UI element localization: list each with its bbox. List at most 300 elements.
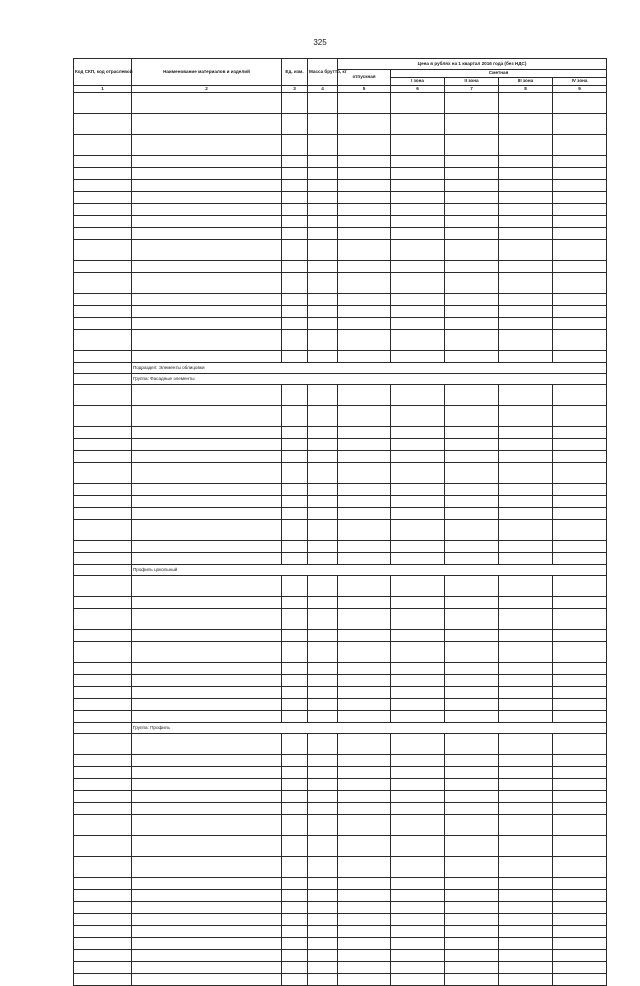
table-cell (132, 878, 282, 890)
table-cell (74, 508, 132, 520)
table-cell (445, 168, 499, 180)
table-cell (74, 427, 132, 439)
table-cell (308, 484, 338, 496)
table-cell (445, 663, 499, 675)
table-cell (499, 914, 553, 926)
table-cell (338, 779, 391, 791)
table-cell (338, 180, 391, 192)
table-row (74, 630, 607, 642)
table-cell (499, 261, 553, 273)
table-cell (74, 228, 132, 240)
table-cell (499, 135, 553, 156)
table-cell (308, 228, 338, 240)
table-cell (308, 699, 338, 711)
table-cell (74, 699, 132, 711)
table-cell (132, 330, 282, 351)
table-row (74, 451, 607, 463)
table-cell (391, 330, 445, 351)
table-cell (499, 890, 553, 902)
table-cell (132, 914, 282, 926)
table-cell (499, 93, 553, 114)
table-cell (391, 815, 445, 836)
table-cell (553, 553, 607, 565)
section-label: Группа: Профиль (132, 723, 607, 734)
table-cell (338, 675, 391, 687)
table-cell (308, 687, 338, 699)
table-cell (499, 192, 553, 204)
table-cell (282, 663, 308, 675)
table-cell (132, 803, 282, 815)
table-cell (132, 427, 282, 439)
table-cell (391, 642, 445, 663)
table-cell (553, 950, 607, 962)
table-cell (338, 541, 391, 553)
table-cell (445, 630, 499, 642)
table-cell (308, 385, 338, 406)
table-cell (445, 204, 499, 216)
table-cell (132, 642, 282, 663)
header-mass: Масса брутто, кг (308, 59, 338, 86)
table-cell (132, 675, 282, 687)
table-cell (391, 663, 445, 675)
table-cell (132, 463, 282, 484)
table-cell (499, 642, 553, 663)
table-cell (338, 306, 391, 318)
price-table (73, 58, 607, 986)
table-cell (74, 791, 132, 803)
table-cell (132, 439, 282, 451)
header-zone-3: III зона (499, 78, 553, 86)
table-cell (499, 520, 553, 541)
header-estimate: Сметная (391, 70, 607, 78)
table-cell (282, 962, 308, 974)
table-row (74, 484, 607, 496)
table-cell (391, 687, 445, 699)
table-cell (338, 630, 391, 642)
table-cell (391, 791, 445, 803)
table-row (74, 261, 607, 273)
table-cell (132, 962, 282, 974)
table-cell (338, 687, 391, 699)
table-cell (282, 890, 308, 902)
page-number: 325 (313, 38, 327, 47)
table-cell (74, 675, 132, 687)
section-row (74, 565, 607, 576)
table-cell (308, 168, 338, 180)
header-zone-1: I зона (391, 78, 445, 86)
table-cell (499, 204, 553, 216)
table-cell (282, 508, 308, 520)
table-cell (74, 576, 132, 597)
table-cell (308, 755, 338, 767)
table-row (74, 553, 607, 565)
table-cell (553, 642, 607, 663)
table-cell (338, 803, 391, 815)
table-cell (391, 351, 445, 363)
table-row (74, 520, 607, 541)
table-cell (499, 496, 553, 508)
table-cell (338, 902, 391, 914)
table-cell (132, 114, 282, 135)
table-cell (282, 216, 308, 228)
table-cell (338, 711, 391, 723)
table-cell (445, 216, 499, 228)
table-cell (132, 351, 282, 363)
table-cell (445, 496, 499, 508)
table-cell (445, 675, 499, 687)
table-row (74, 508, 607, 520)
table-cell (499, 857, 553, 878)
table-cell (308, 520, 338, 541)
table-cell (338, 240, 391, 261)
table-cell (74, 553, 132, 565)
table-cell (282, 261, 308, 273)
table-cell (391, 902, 445, 914)
table-row (74, 974, 607, 986)
table-cell (132, 890, 282, 902)
table-cell (553, 541, 607, 553)
table-cell (391, 273, 445, 294)
table-cell (445, 261, 499, 273)
table-cell (132, 755, 282, 767)
table-cell (499, 294, 553, 306)
table-cell (282, 156, 308, 168)
table-row (74, 114, 607, 135)
table-cell (282, 168, 308, 180)
col-number: 3 (282, 86, 308, 93)
table-cell (282, 576, 308, 597)
table-cell (74, 663, 132, 675)
table-cell (553, 779, 607, 791)
table-cell (282, 439, 308, 451)
col-number: 5 (338, 86, 391, 93)
table-cell (74, 306, 132, 318)
table-cell (308, 204, 338, 216)
table-cell (553, 406, 607, 427)
col-number: 2 (132, 86, 282, 93)
table-cell (338, 273, 391, 294)
table-cell (308, 427, 338, 439)
table-cell (282, 711, 308, 723)
table-cell (282, 914, 308, 926)
table-cell (74, 180, 132, 192)
table-cell (445, 180, 499, 192)
table-row (74, 962, 607, 974)
table-row (74, 767, 607, 779)
table-cell (338, 699, 391, 711)
table-cell (132, 576, 282, 597)
table-cell (499, 318, 553, 330)
table-cell (282, 351, 308, 363)
table-cell (338, 294, 391, 306)
table-cell (499, 114, 553, 135)
table-row (74, 192, 607, 204)
table-row (74, 330, 607, 351)
table-cell (391, 216, 445, 228)
table-cell (445, 815, 499, 836)
table-cell (308, 508, 338, 520)
table-cell (74, 192, 132, 204)
table-cell (499, 815, 553, 836)
table-cell (338, 427, 391, 439)
table-cell (553, 663, 607, 675)
table-cell (338, 261, 391, 273)
table-cell (499, 216, 553, 228)
table-cell (282, 902, 308, 914)
table-cell (338, 351, 391, 363)
table-cell (282, 228, 308, 240)
table-cell (391, 950, 445, 962)
col-number: 4 (308, 86, 338, 93)
table-cell (308, 630, 338, 642)
table-cell (391, 576, 445, 597)
table-cell (338, 767, 391, 779)
table-cell (282, 699, 308, 711)
table-cell (499, 755, 553, 767)
table-cell (553, 385, 607, 406)
table-cell (553, 156, 607, 168)
table-cell (282, 938, 308, 950)
table-cell (553, 687, 607, 699)
table-cell (391, 463, 445, 484)
table-cell (391, 974, 445, 986)
table-row (74, 273, 607, 294)
table-cell (132, 520, 282, 541)
table-cell (132, 385, 282, 406)
table-cell (282, 791, 308, 803)
table-cell (338, 950, 391, 962)
table-cell (74, 938, 132, 950)
table-cell (553, 451, 607, 463)
table-row (74, 642, 607, 663)
table-row (74, 439, 607, 451)
table-cell (445, 439, 499, 451)
table-cell (132, 168, 282, 180)
table-cell (338, 508, 391, 520)
section-row (74, 723, 607, 734)
table-cell (445, 508, 499, 520)
table-cell (499, 902, 553, 914)
table-cell (553, 857, 607, 878)
table-cell (445, 273, 499, 294)
table-cell (282, 114, 308, 135)
table-row (74, 711, 607, 723)
table-cell (308, 351, 338, 363)
table-cell (445, 878, 499, 890)
table-cell (282, 93, 308, 114)
table-cell (282, 541, 308, 553)
table-cell (499, 576, 553, 597)
table-cell (282, 630, 308, 642)
table-cell (338, 914, 391, 926)
table-row (74, 815, 607, 836)
table-cell (499, 541, 553, 553)
section-label: Профиль цокольный (132, 565, 607, 576)
table-cell (308, 541, 338, 553)
table-cell (282, 642, 308, 663)
table-cell (308, 609, 338, 630)
table-cell (132, 273, 282, 294)
table-cell (132, 734, 282, 755)
table-cell (391, 914, 445, 926)
table-cell (445, 330, 499, 351)
table-cell (553, 938, 607, 950)
table-cell (282, 755, 308, 767)
table-row (74, 180, 607, 192)
table-cell (338, 609, 391, 630)
table-cell (391, 385, 445, 406)
table-cell (282, 609, 308, 630)
table-cell (445, 962, 499, 974)
table-cell (553, 974, 607, 986)
table-cell (132, 204, 282, 216)
table-row (74, 216, 607, 228)
column-number-row (74, 86, 607, 93)
table-cell (338, 734, 391, 755)
table-cell (391, 204, 445, 216)
table-cell (391, 734, 445, 755)
table-cell (74, 406, 132, 427)
table-cell (499, 553, 553, 565)
table-cell (391, 484, 445, 496)
table-cell (308, 330, 338, 351)
table-cell (445, 576, 499, 597)
table-cell (499, 711, 553, 723)
table-cell (391, 675, 445, 687)
table-row (74, 463, 607, 484)
table-cell (338, 926, 391, 938)
table-cell (338, 135, 391, 156)
table-cell (308, 192, 338, 204)
table-cell (391, 767, 445, 779)
table-cell (445, 156, 499, 168)
table-cell (391, 890, 445, 902)
table-cell (391, 857, 445, 878)
header-name: Наименование материалов и изделий (132, 59, 282, 86)
table-cell (74, 597, 132, 609)
table-row (74, 240, 607, 261)
table-row (74, 902, 607, 914)
table-cell (553, 508, 607, 520)
table-cell (391, 451, 445, 463)
table-cell (445, 427, 499, 439)
table-cell (132, 767, 282, 779)
table-cell (553, 791, 607, 803)
table-cell (132, 216, 282, 228)
table-cell (308, 803, 338, 815)
table-cell (553, 767, 607, 779)
table-cell (499, 791, 553, 803)
table-cell (308, 938, 338, 950)
table-cell (553, 216, 607, 228)
table-cell (499, 273, 553, 294)
table-cell (338, 597, 391, 609)
table-cell (74, 156, 132, 168)
table-cell (74, 755, 132, 767)
table-cell (553, 306, 607, 318)
table-cell (308, 791, 338, 803)
table-cell (74, 385, 132, 406)
table-cell (74, 261, 132, 273)
table-cell (445, 306, 499, 318)
table-cell (338, 168, 391, 180)
table-cell (74, 294, 132, 306)
table-cell (391, 779, 445, 791)
table-cell (132, 974, 282, 986)
table-cell (445, 950, 499, 962)
table-cell (553, 427, 607, 439)
table-cell (499, 938, 553, 950)
table-row (74, 597, 607, 609)
table-cell (553, 520, 607, 541)
table-cell (445, 803, 499, 815)
table-cell (282, 306, 308, 318)
table-cell (308, 711, 338, 723)
table-cell (553, 576, 607, 597)
table-row (74, 890, 607, 902)
table-cell (499, 803, 553, 815)
table-cell (391, 496, 445, 508)
table-cell (553, 261, 607, 273)
table-cell (282, 496, 308, 508)
table-cell (74, 803, 132, 815)
table-cell (132, 406, 282, 427)
table-cell (308, 815, 338, 836)
table-cell (445, 711, 499, 723)
table-row (74, 496, 607, 508)
table-cell (391, 406, 445, 427)
table-cell (338, 755, 391, 767)
table-cell (282, 463, 308, 484)
table-cell (553, 294, 607, 306)
table-cell (499, 240, 553, 261)
table-cell (308, 93, 338, 114)
table-cell (132, 306, 282, 318)
table-cell (553, 463, 607, 484)
table-cell (308, 902, 338, 914)
table-cell (445, 406, 499, 427)
table-cell (132, 926, 282, 938)
price-sheet (73, 58, 606, 986)
table-cell (499, 609, 553, 630)
header-unit: Ед. изм. (282, 59, 308, 86)
table-cell (391, 803, 445, 815)
table-cell (445, 351, 499, 363)
table-cell (391, 609, 445, 630)
table-cell (282, 779, 308, 791)
table-cell (74, 463, 132, 484)
table-cell (74, 857, 132, 878)
table-cell (308, 950, 338, 962)
table-cell (391, 878, 445, 890)
table-cell (445, 914, 499, 926)
table-cell (499, 451, 553, 463)
table-cell (338, 836, 391, 857)
table-cell (282, 406, 308, 427)
table-cell (338, 938, 391, 950)
table-cell (499, 962, 553, 974)
table-cell (338, 878, 391, 890)
table-cell (74, 216, 132, 228)
table-cell (74, 351, 132, 363)
table-cell (74, 950, 132, 962)
table-cell (445, 857, 499, 878)
table-cell (553, 180, 607, 192)
table-cell (499, 926, 553, 938)
table-cell (132, 294, 282, 306)
table-cell (74, 439, 132, 451)
table-cell (391, 240, 445, 261)
